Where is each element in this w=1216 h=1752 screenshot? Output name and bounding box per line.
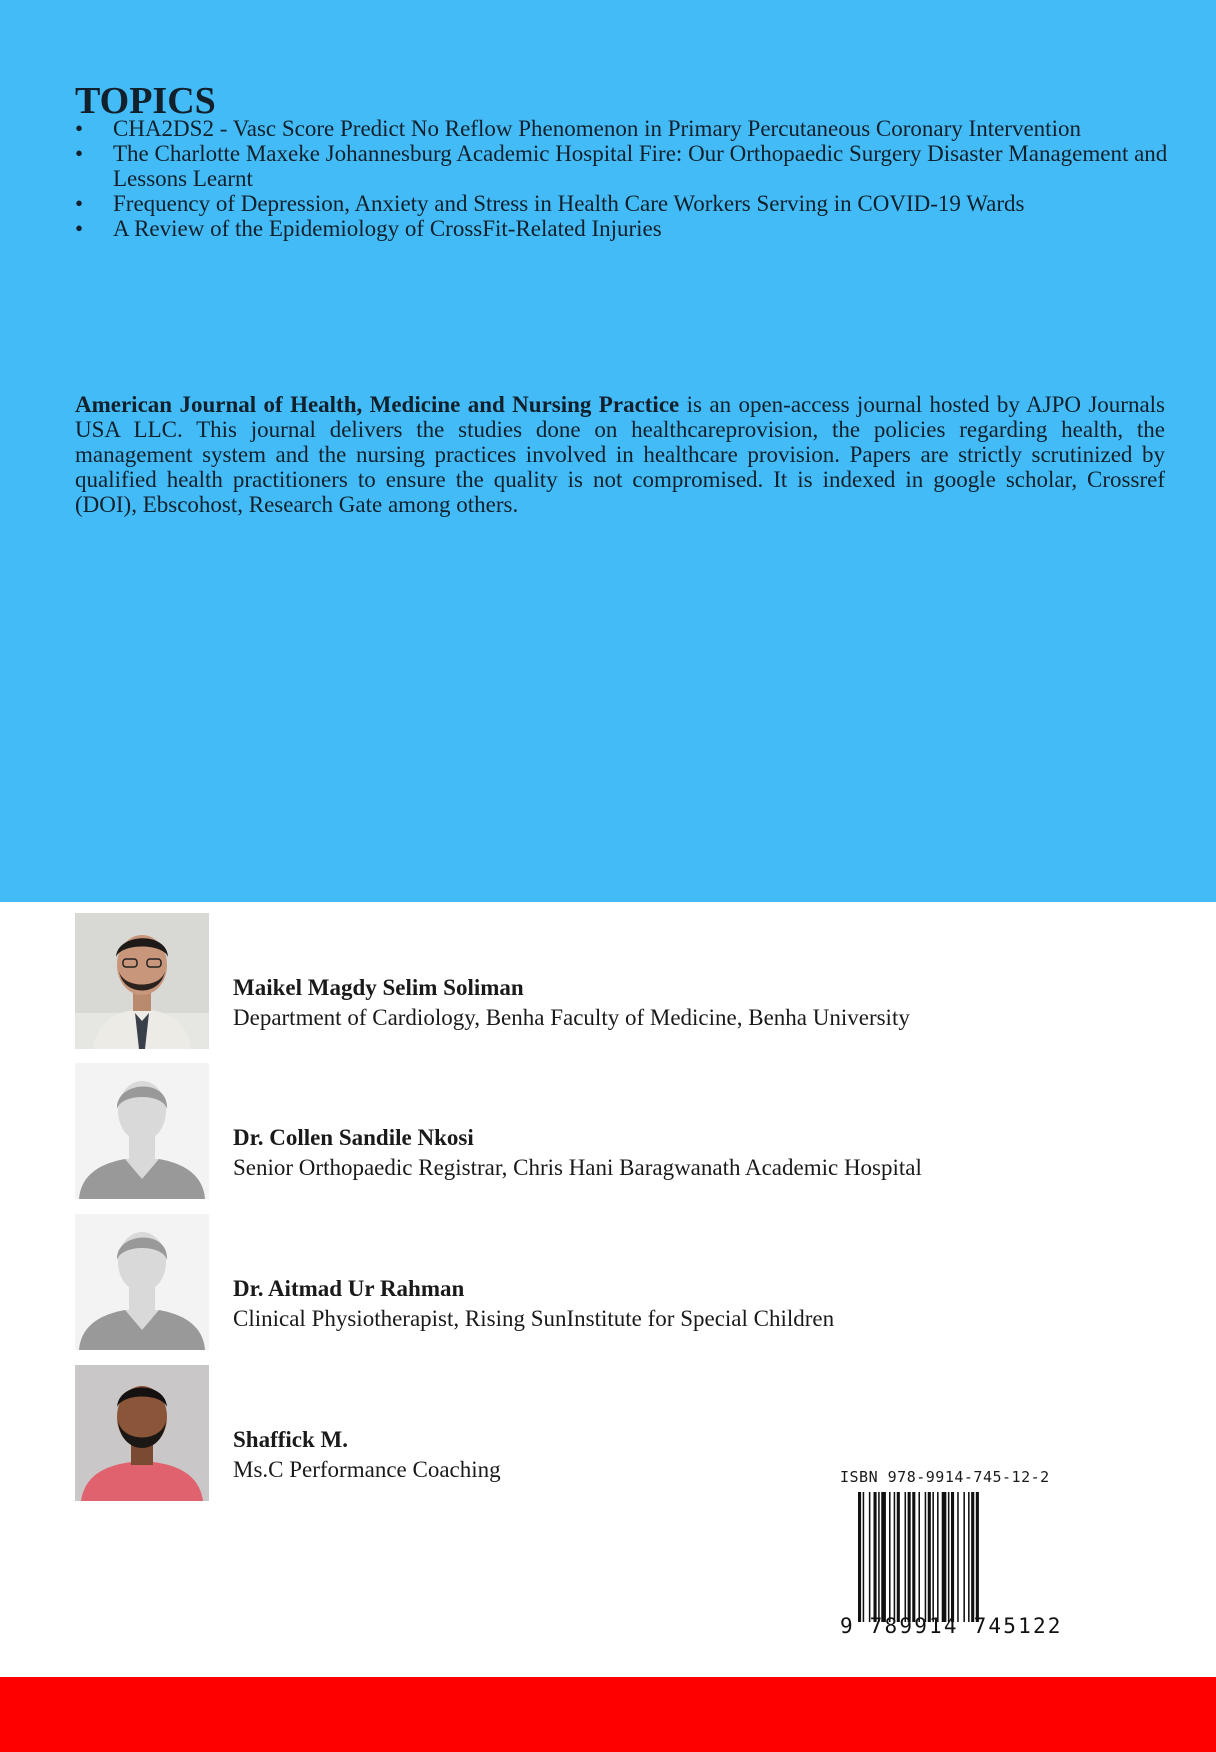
topic-text: Frequency of Depression, Anxiety and Stress in Health Care Workers Serving in COVID-19 Wards [113, 191, 1025, 216]
author-entry [75, 1214, 1075, 1350]
journal-name: American Journal of Health, Medicine and Nursing Practice [75, 392, 680, 417]
author-entry [75, 913, 1075, 1049]
author-name: Dr. Aitmad Ur Rahman [233, 1276, 465, 1301]
author-affiliation: Senior Orthopaedic Registrar, Chris Hani Baragwanath Academic Hospital [233, 1155, 922, 1180]
topic-item [75, 116, 1170, 141]
journal-description-text: is an open-access journal hosted by AJPO Journals USA LLC. This journal delivers the studies done on healthcareprovision, the policies regarding health, the management system and the nursing practices involved in healthcare provision. Papers are strictly scrutinized by qualified health practitioners to ensure the quality is not compromised. It is indexed in google scholar, Crossref (DOI), Ebscohost, Research Gate among others. [75, 392, 1166, 517]
author-name: Shaffick M. [233, 1427, 348, 1452]
barcode-icon [858, 1492, 1044, 1622]
author-entry [75, 1063, 1075, 1199]
author-name: Maikel Magdy Selim Soliman [233, 975, 524, 1000]
topics-list [75, 116, 1170, 241]
bullet-icon: • [75, 116, 84, 141]
bullet-icon: • [75, 216, 84, 241]
placeholder-avatar-icon [75, 1214, 209, 1350]
footer-strip [0, 1677, 1216, 1752]
barcode-digits: 9 789914 745122 [840, 1614, 1063, 1638]
bullet-icon: • [75, 191, 84, 216]
bullet-icon: • [75, 141, 84, 166]
author-name: Dr. Collen Sandile Nkosi [233, 1125, 474, 1150]
author-affiliation: Department of Cardiology, Benha Faculty of Medicine, Benha University [233, 1005, 910, 1030]
topic-text: The Charlotte Maxeke Johannesburg Academic Hospital Fire: Our Orthopaedic Surgery Disaster Management and Lessons Learnt [113, 141, 1168, 191]
placeholder-avatar-icon [75, 1063, 209, 1199]
author-affiliation: Clinical Physiotherapist, Rising SunInstitute for Special Children [233, 1306, 835, 1331]
topic-item [75, 216, 1170, 241]
isbn-barcode-block [840, 1466, 1063, 1646]
topic-text: A Review of the Epidemiology of CrossFit-Related Injuries [113, 216, 662, 241]
topic-item [75, 141, 1170, 191]
topics-heading: TOPICS [75, 80, 216, 122]
author-affiliation: Ms.C Performance Coaching [233, 1457, 501, 1482]
isbn-label: ISBN 978-9914-745-12-2 [840, 1468, 1050, 1486]
journal-description [75, 392, 1165, 517]
author-photo [75, 913, 209, 1049]
topic-item [75, 191, 1170, 216]
author-photo [75, 1365, 209, 1501]
topic-text: CHA2DS2 - Vasc Score Predict No Reflow Phenomenon in Primary Percutaneous Coronary Intervention [113, 116, 1081, 141]
